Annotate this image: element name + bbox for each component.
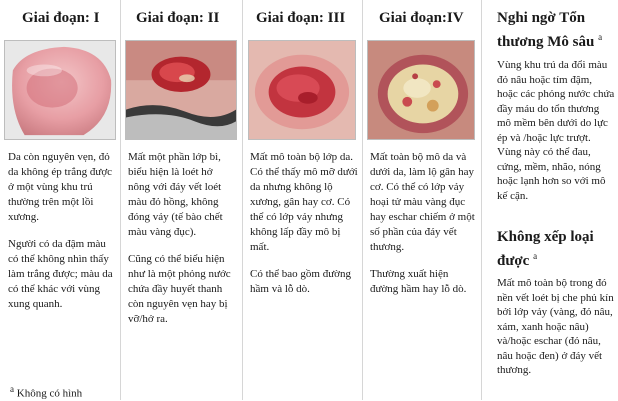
stage-3-wound-photo-icon <box>248 40 356 140</box>
stage-4-paragraph: Mất toàn bộ mô da và dưới da, làm lộ gân hay cơ. Có thể có lớp vảy hoại tử màu vàng đục hay eschar chiếm ở một số phần của đáy vết thương. <box>370 151 475 253</box>
stage-1-paragraph: Người có da đậm màu có thể không nhìn thấy làm trắng được; màu da có thể khác với vùng xung quanh. <box>8 238 113 310</box>
stage-3-paragraph: Có thể bao gồm đường hầm và lỗ dò. <box>250 268 351 295</box>
stage-4-description <box>370 150 476 309</box>
stage-1-skin-photo-icon <box>4 40 116 140</box>
footnote-marker: a <box>10 384 14 394</box>
stage-2-description <box>128 150 236 339</box>
stage-2-paragraph: Cũng có thể biểu hiện như là một phỏng nước chứa đầy huyết thanh còn nguyên vẹn hay bị vỡ/hở ra. <box>128 253 231 325</box>
stage-2-title: Giai đoạn: II <box>136 10 220 26</box>
unstageable-title-text: Không xếp loại được <box>497 229 594 269</box>
column-divider <box>120 0 121 400</box>
unstageable-title <box>497 228 615 271</box>
footnote-text: Không có hình <box>16 387 83 400</box>
stage-1-description <box>8 150 116 324</box>
footnote <box>10 382 82 401</box>
stage-2-paragraph: Mất một phần lớp bì, biểu hiện là loét hở nông với đáy vết loét màu đỏ hồng, không đóng vảy (tế bào chết màu vàng đục). <box>128 151 223 238</box>
deep-tissue-title <box>497 9 615 52</box>
stage-3-description <box>250 150 358 309</box>
stage-3-title: Giai đoạn: III <box>256 10 346 26</box>
stage-1-paragraph: Da còn nguyên vẹn, đỏ da không ép trắng được ở một vùng khu trú thường trên một lồi xương. <box>8 151 113 223</box>
column-divider <box>481 0 482 400</box>
column-divider <box>242 0 243 400</box>
column-divider <box>362 0 363 400</box>
unstageable-description: Mất mô toàn bộ trong đó nền vết loét bị che phủ kín bởi lớp vảy (vàng, đỏ nâu, xám, xanh hoặc nâu) và/hoặc eschar (đỏ nâu, nâu hoặc đen) ở đáy vết thương. <box>497 277 614 376</box>
stage-2-wound-photo-icon <box>125 40 237 140</box>
stage-4-wound-photo-icon <box>367 40 475 140</box>
deep-tissue-footnote-marker: a <box>598 32 603 42</box>
stage-4-paragraph: Thường xuất hiện đường hầm hay lỗ dò. <box>370 268 467 295</box>
stage-1-title: Giai đoạn: I <box>22 10 100 26</box>
stage-4-title: Giai đoạn:IV <box>379 10 464 26</box>
deep-tissue-title-text: Nghi ngờ Tổn thương Mô sâu <box>497 10 595 50</box>
unstageable-footnote-marker: a <box>533 251 538 261</box>
deep-tissue-description: Vùng khu trú da đổi màu đỏ nâu hoặc tím đậm, hoặc các phỏng nước chứa đầy máu do tổn thương mô mềm bên dưới do lực ép và /hoặc lực trượt. Vùng này có thể đau, cứng, mềm, nhão, nóng hoặc lạnh hơn so với mô kế cận. <box>497 59 615 202</box>
stage-3-paragraph: Mất mô toàn bộ lớp da. Có thể thấy mô mỡ dưới da nhưng không lộ xương, gân hay cơ. Có thể có lớp vảy nhưng không lấp đầy mô bị mất. <box>250 151 358 253</box>
